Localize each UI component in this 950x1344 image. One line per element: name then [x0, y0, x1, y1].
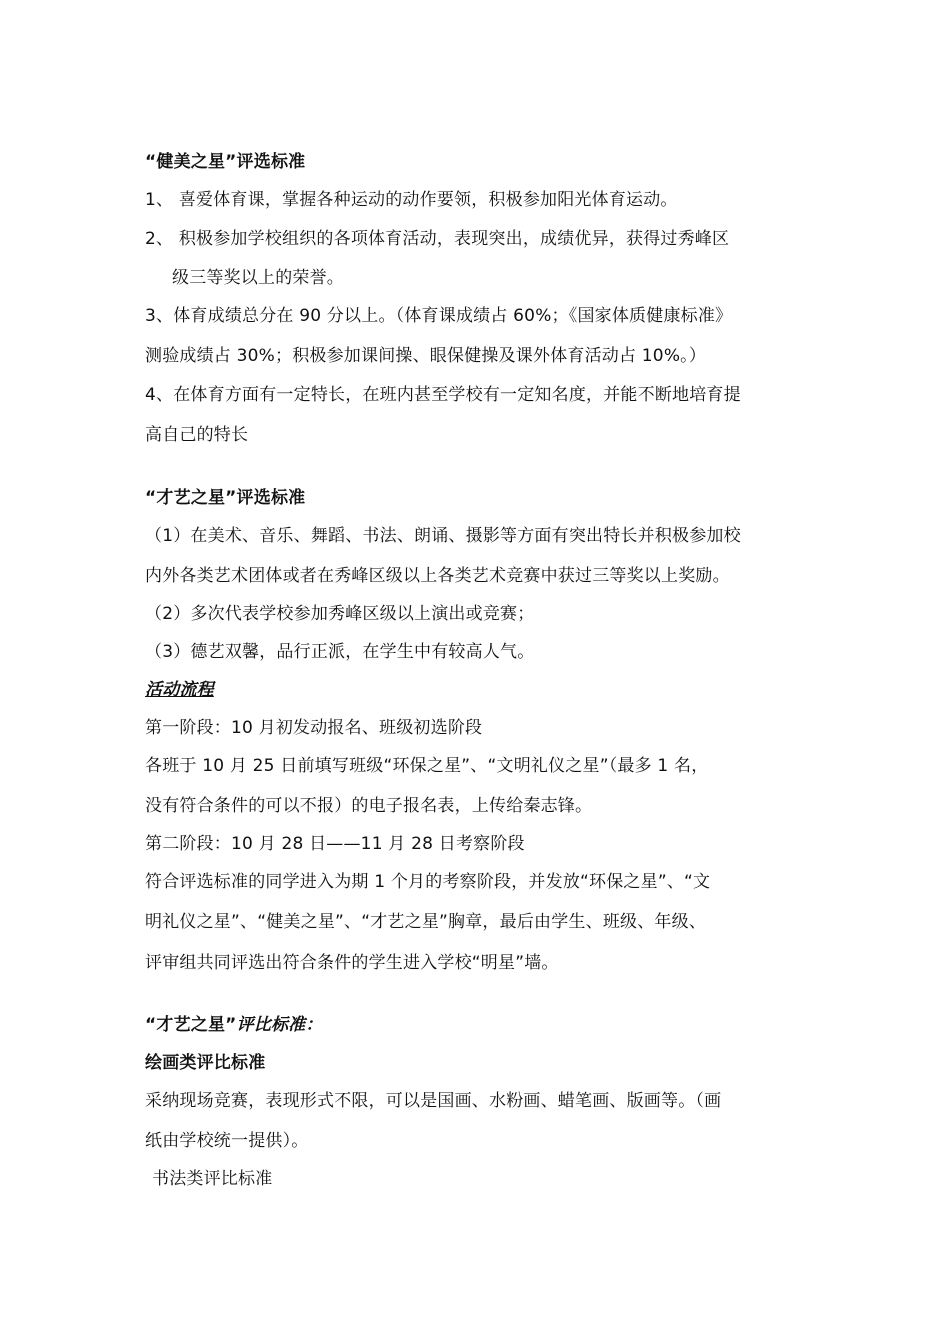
talent-criteria-heading-suffix: 评比标准：: [236, 1015, 323, 1035]
fitness-criterion-1: 1、 喜爱体育课，掌握各种运动的动作要领，积极参加阳光体育运动。: [145, 190, 678, 210]
fitness-star-heading: “健美之星”评选标准: [145, 152, 306, 172]
fitness-criterion-4-cont: 高自己的特长: [145, 425, 249, 445]
process-stage-2-desc: 符合评选标准的同学进入为期 1 个月的考察阶段，并发放“环保之星”、“文: [145, 872, 711, 892]
fitness-criterion-4: 4、在体育方面有一定特长，在班内甚至学校有一定知名度，并能不断地培育提: [145, 385, 741, 405]
talent-criteria-heading: [145, 1013, 323, 1037]
process-stage-2-desc-cont: 明礼仪之星”、“健美之星”、“才艺之星”胸章，最后由学生、班级、年级、: [145, 912, 707, 932]
fitness-criterion-2: 2、 积极参加学校组织的各项体育活动，表现突出，成绩优异，获得过秀峰区: [145, 229, 730, 249]
fitness-criterion-3: 3、体育成绩总分在 90 分以上。（体育课成绩占 60%；《国家体质健康标准》: [145, 306, 733, 326]
talent-criteria-heading-title: “才艺之星”: [145, 1015, 237, 1035]
process-stage-1-desc: 各班于 10 月 25 日前填写班级“环保之星”、“文明礼仪之星”（最多 1 名，: [145, 756, 709, 776]
talent-criterion-1: （1）在美术、音乐、舞蹈、书法、朗诵、摄影等方面有突出特长并积极参加校: [145, 526, 741, 546]
painting-criteria-line-2: 纸由学校统一提供）。: [145, 1131, 309, 1151]
process-stage-2: 第二阶段：10 月 28 日——11 月 28 日考察阶段: [145, 834, 525, 854]
activity-process-heading: 活动流程: [145, 680, 214, 700]
fitness-criterion-2-cont: 级三等奖以上的荣誉。: [172, 268, 344, 288]
talent-criterion-1-cont: 内外各类艺术团体或者在秀峰区级以上各类艺术竞赛中获过三等奖以上奖励。: [145, 566, 730, 586]
talent-criterion-2: （2）多次代表学校参加秀峰区级以上演出或竞赛；: [145, 604, 535, 624]
talent-star-heading: “才艺之星”评选标准: [145, 488, 306, 508]
fitness-criterion-3-cont: 测验成绩占 30%；积极参加课间操、眼保健操及课外体育活动占 10%。）: [145, 346, 707, 366]
calligraphy-criteria-heading: 书法类评比标准: [152, 1169, 273, 1189]
talent-criterion-3: （3）德艺双馨，品行正派，在学生中有较高人气。: [145, 642, 535, 662]
process-stage-1: 第一阶段：10 月初发动报名、班级初选阶段: [145, 718, 483, 738]
process-stage-1-desc-cont: 没有符合条件的可以不报）的电子报名表，上传给秦志锋。: [145, 796, 593, 816]
process-stage-2-desc-end: 评审组共同评选出符合条件的学生进入学校“明星”墙。: [145, 953, 559, 973]
painting-criteria-line-1: 采纳现场竞赛，表现形式不限，可以是国画、水粉画、蜡笔画、版画等。（画: [145, 1091, 722, 1111]
painting-criteria-heading: 绘画类评比标准: [145, 1053, 266, 1073]
